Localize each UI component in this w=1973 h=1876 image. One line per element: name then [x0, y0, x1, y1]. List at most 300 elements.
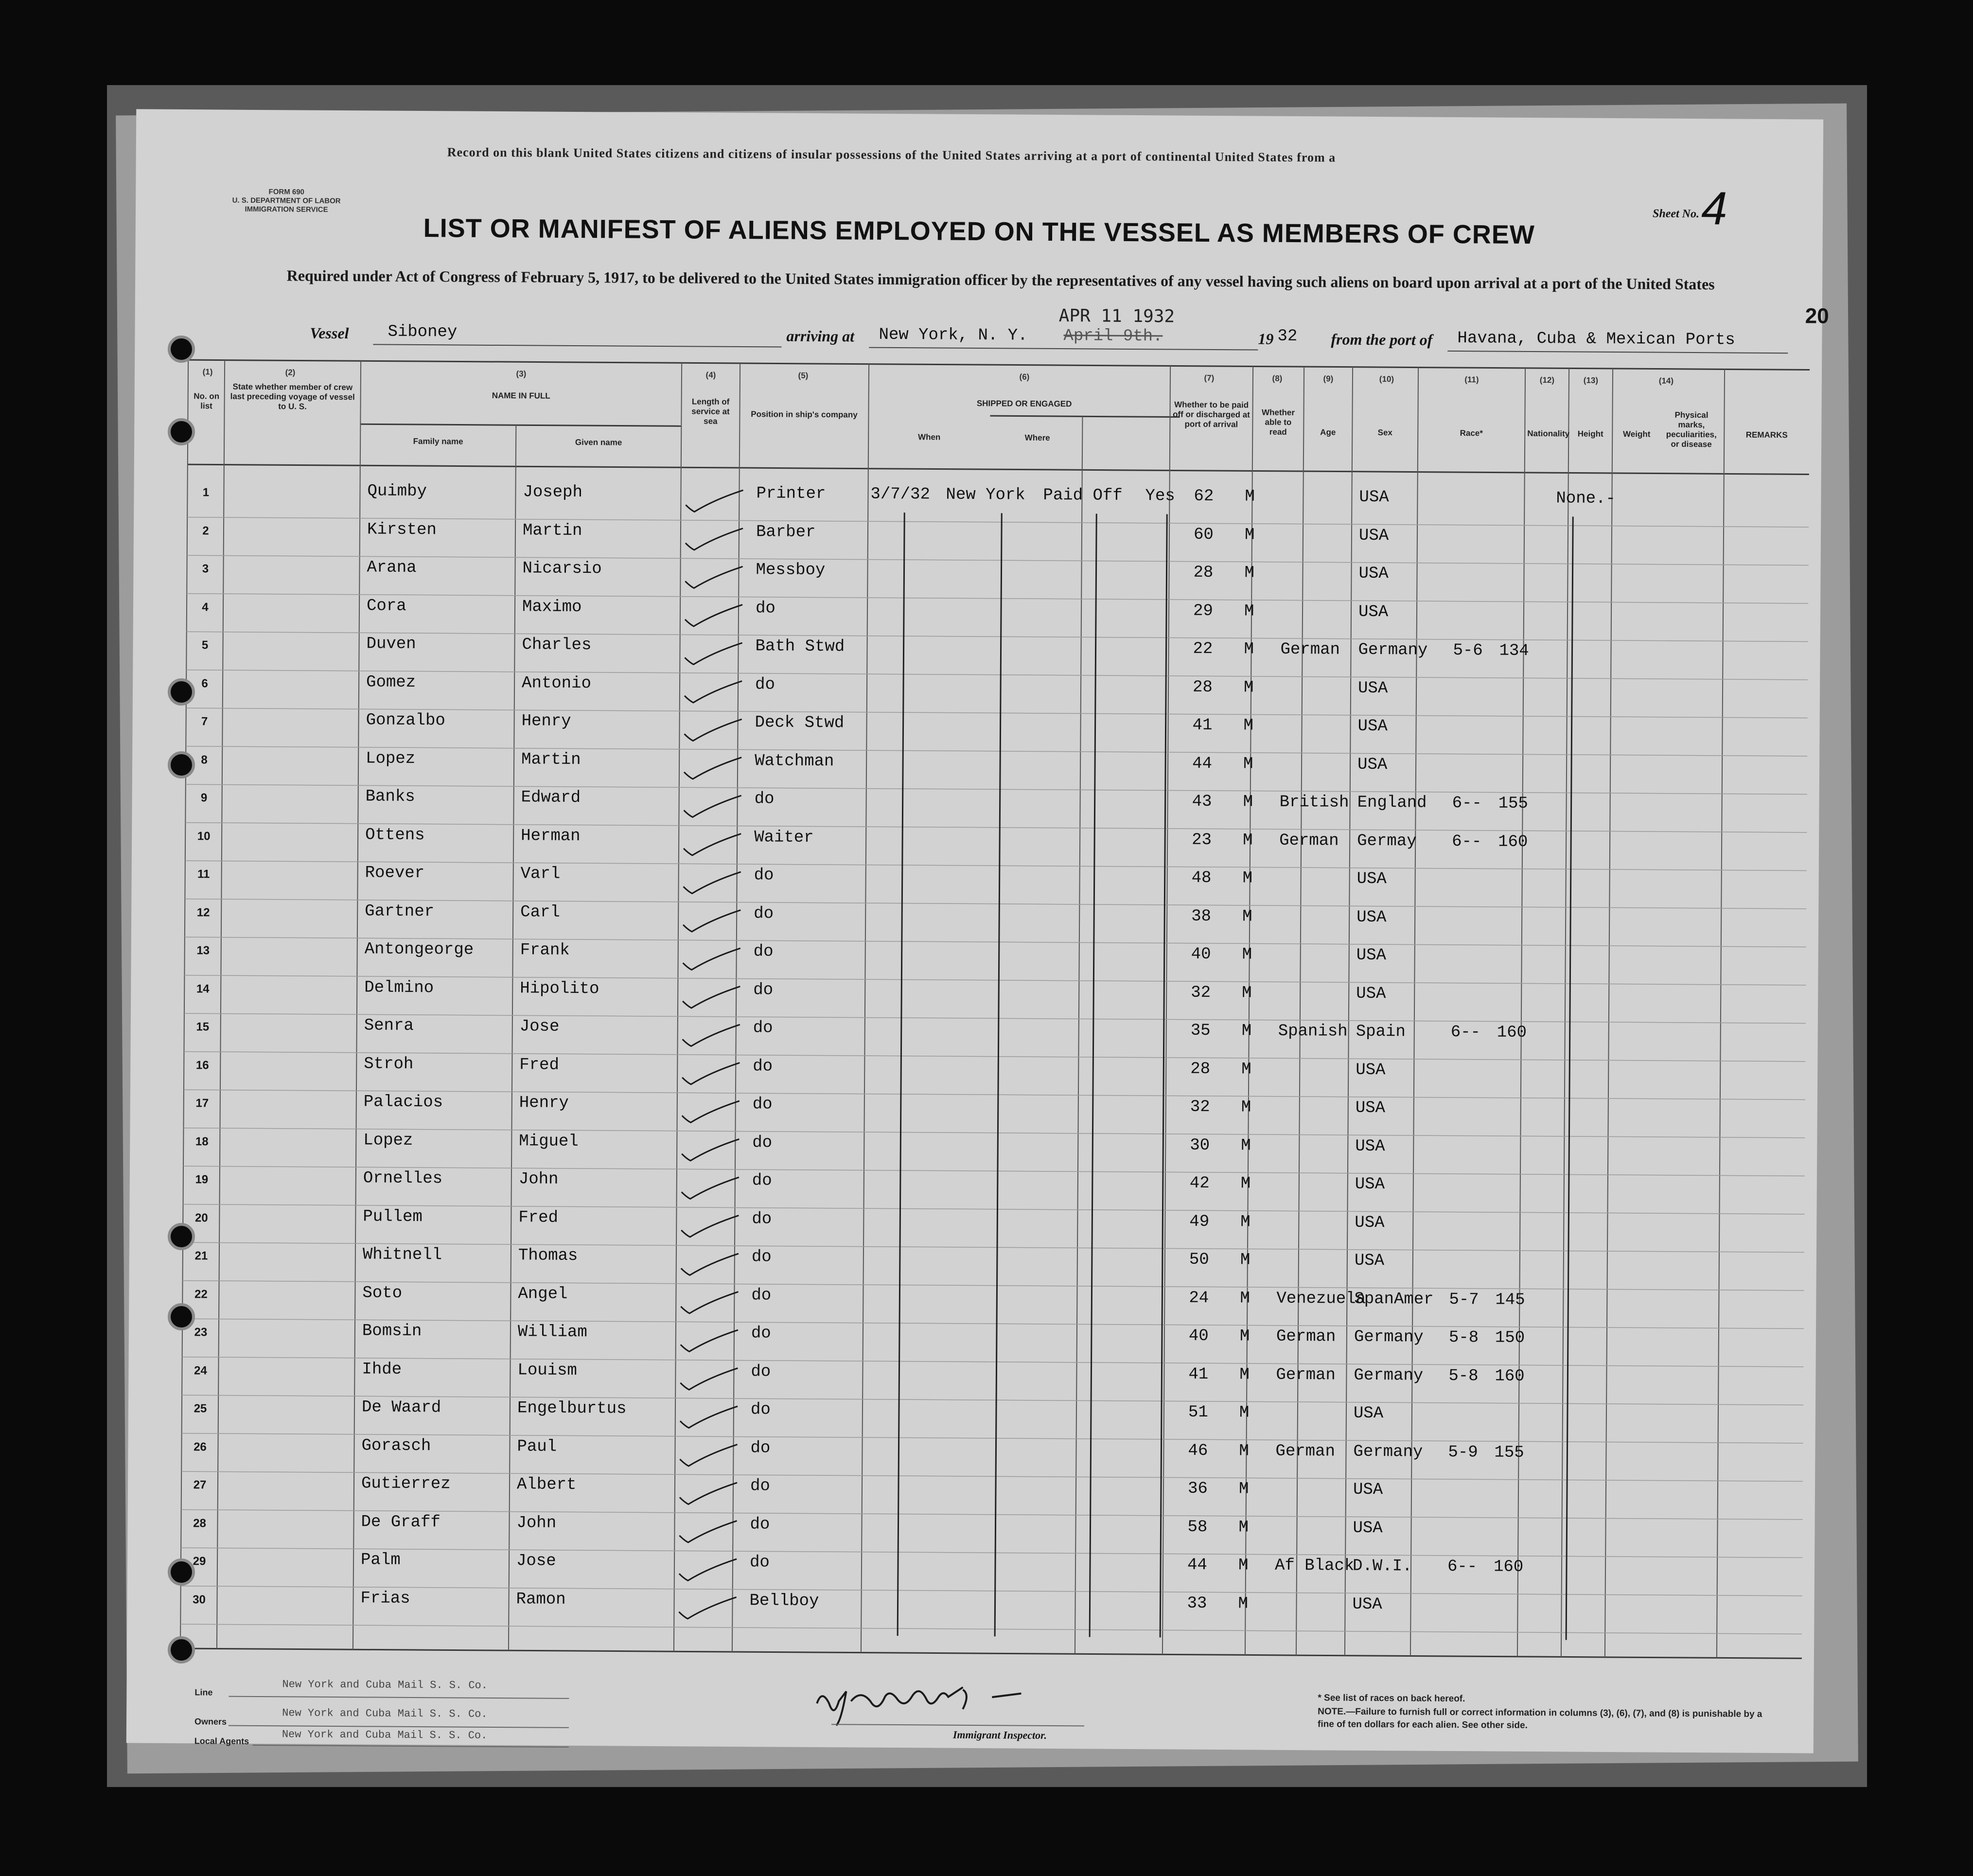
check-mark: [684, 719, 741, 741]
arriving-label: arriving at: [786, 327, 855, 345]
check-mark: [683, 1024, 740, 1046]
sex: M: [1241, 1136, 1251, 1155]
hdr-shipped: SHIPPED OR ENGAGED: [976, 399, 1072, 409]
col-num-3: (3): [516, 369, 527, 379]
age: 58: [1187, 1518, 1208, 1537]
family-name: Delmino: [364, 978, 434, 997]
binder-hole: [168, 1223, 195, 1250]
age: 35: [1190, 1021, 1211, 1040]
height: 5-9: [1448, 1443, 1478, 1462]
age: 22: [1193, 639, 1213, 658]
age: 43: [1192, 792, 1212, 811]
height: 6--: [1447, 1557, 1478, 1576]
race: Spanish: [1278, 1022, 1348, 1041]
given-name: Maximo: [522, 597, 582, 617]
given-name: Ramon: [516, 1590, 566, 1609]
family-name: Lopez: [363, 1131, 413, 1150]
nationality: USA: [1356, 869, 1387, 889]
row-number: 8: [201, 753, 208, 766]
given-name: Frank: [520, 941, 570, 960]
nationality: Spain: [1356, 1022, 1406, 1042]
position: Bath Stwd: [755, 637, 845, 656]
family-name: Whitnell: [362, 1245, 442, 1265]
age: 30: [1190, 1136, 1210, 1155]
sex: M: [1241, 1098, 1251, 1117]
vessel-label: Vessel: [310, 324, 349, 342]
age: 41: [1188, 1365, 1209, 1384]
row-number: 25: [194, 1402, 207, 1416]
sex: M: [1242, 907, 1252, 926]
family-name: Roever: [365, 864, 425, 883]
nationality: USA: [1357, 717, 1388, 736]
height: 5-8: [1448, 1328, 1479, 1347]
given-name: Fred: [518, 1208, 559, 1227]
nationality: SpanAmer: [1354, 1290, 1434, 1309]
nationality: USA: [1355, 1098, 1386, 1118]
row-rule: [184, 1052, 1805, 1062]
family-name: Gartner: [365, 902, 435, 921]
position: do: [753, 980, 774, 999]
struck-date: April 9th.: [1063, 327, 1163, 346]
row-rule: [185, 823, 1807, 832]
row-rule: [186, 670, 1808, 680]
col-num-9: (9): [1323, 374, 1334, 384]
check-mark: [682, 1100, 740, 1123]
given-name: Albert: [516, 1475, 577, 1495]
row-rule: [186, 784, 1807, 794]
family-name: Gonzalbo: [366, 711, 445, 730]
sex: M: [1239, 1403, 1250, 1422]
age: 38: [1191, 907, 1212, 926]
age: 42: [1189, 1174, 1210, 1193]
hdr-given-name: Given name: [575, 437, 622, 447]
col-num-10: (10): [1379, 374, 1394, 384]
nationality: Germany: [1354, 1327, 1424, 1347]
check-mark: [679, 1521, 737, 1543]
agents-label: Local Agents: [194, 1736, 249, 1746]
row-number: 16: [195, 1058, 209, 1072]
height: 6--: [1452, 794, 1482, 813]
position: do: [755, 599, 775, 618]
given-name: Edward: [521, 788, 581, 808]
age: 44: [1192, 754, 1213, 773]
row-rule: [182, 1319, 1804, 1328]
age: 50: [1189, 1250, 1209, 1269]
page-title: LIST OR MANIFEST OF ALIENS EMPLOYED ON THE VESSEL AS MEMBERS OF CREW: [423, 213, 1535, 250]
age: 32: [1190, 1097, 1210, 1116]
family-name: De Graff: [361, 1512, 440, 1532]
row-rule: [183, 1128, 1805, 1138]
weight: 160: [1495, 1367, 1525, 1386]
check-mark: [681, 1253, 739, 1275]
given-name: Jose: [516, 1552, 556, 1571]
nationality: USA: [1357, 755, 1388, 774]
row-number: 4: [202, 600, 209, 614]
race: German: [1280, 640, 1340, 659]
weight: 155: [1494, 1443, 1524, 1462]
binder-hole: [168, 751, 195, 779]
nationality: Germany: [1353, 1442, 1423, 1462]
row-number: 26: [194, 1440, 207, 1453]
position: do: [751, 1286, 772, 1305]
binder-hole: [168, 678, 195, 706]
age: 44: [1187, 1556, 1207, 1575]
row-number: 19: [195, 1173, 209, 1186]
age: 36: [1187, 1479, 1208, 1498]
race: Venezuela: [1276, 1289, 1366, 1309]
sex: M: [1241, 1060, 1251, 1079]
family-name: Stroh: [364, 1054, 414, 1074]
row-number: 2: [202, 524, 209, 537]
family-name: Ihde: [362, 1360, 402, 1379]
nationality: USA: [1355, 1175, 1385, 1194]
row-rule: [185, 861, 1807, 870]
check-mark: [685, 642, 742, 665]
given-name: Henry: [519, 1094, 569, 1113]
position: do: [752, 1095, 773, 1114]
row-number: 20: [194, 1211, 208, 1224]
check-mark: [679, 1558, 737, 1581]
family-name: Gorasch: [361, 1436, 431, 1455]
sex: M: [1243, 831, 1253, 850]
position: do: [751, 1324, 771, 1343]
sheet-label: Sheet No.: [1652, 207, 1700, 221]
row-number: 29: [193, 1555, 206, 1568]
given-name: Martin: [522, 521, 582, 540]
row-rule: [187, 632, 1808, 641]
weight: 134: [1499, 641, 1529, 660]
age: 32: [1191, 983, 1211, 1002]
sex: M: [1243, 716, 1254, 735]
check-mark: [686, 528, 743, 550]
line-label: Line: [194, 1687, 213, 1698]
row-number: 7: [201, 715, 208, 728]
sex: M: [1244, 640, 1254, 659]
family-name: Soto: [362, 1283, 403, 1303]
nationality: USA: [1356, 946, 1387, 965]
row-rule: [181, 1548, 1802, 1557]
given-name: Henry: [521, 712, 571, 731]
sex: M: [1239, 1441, 1250, 1460]
family-name: Palm: [360, 1551, 401, 1570]
given-name: Miguel: [519, 1132, 579, 1151]
hdr-state-whether: State whether member of crew last preceding voyage of vessel to U. S.: [230, 382, 355, 411]
given-name: Engelburtus: [517, 1399, 627, 1418]
given-name: Antonio: [521, 673, 592, 693]
hdr-able-read: Whether able to read: [1261, 407, 1295, 437]
position: Watchman: [755, 751, 834, 771]
race: German: [1279, 831, 1339, 850]
given-name: Jose: [519, 1017, 560, 1036]
form-department: U. S. DEPARTMENT OF LABOR: [232, 196, 341, 206]
race: German: [1276, 1327, 1336, 1346]
family-name: Senra: [364, 1016, 414, 1035]
given-name: Louism: [517, 1361, 578, 1380]
line-value: New York and Cuba Mail S. S. Co.: [282, 1678, 488, 1692]
table-grid: [126, 109, 1823, 1753]
hdr-paid-off: Whether to be paid off or discharged at port of arrival: [1173, 400, 1250, 429]
weight: 155: [1498, 794, 1528, 813]
given-name: Paul: [517, 1437, 557, 1456]
vessel-name: Siboney: [388, 322, 458, 342]
col-num-4: (4): [705, 370, 716, 380]
position: Waiter: [754, 828, 814, 847]
row-rule: [183, 1281, 1804, 1291]
check-mark: [684, 833, 741, 856]
agents-value: New York and Cuba Mail S. S. Co.: [282, 1728, 488, 1742]
given-name: Joseph: [523, 483, 583, 502]
row-number: 12: [196, 905, 210, 919]
race: German: [1276, 1365, 1336, 1385]
row-number: 22: [194, 1287, 208, 1301]
hdr-nationality: Nationality: [1527, 428, 1570, 439]
age: 48: [1191, 868, 1212, 887]
row-number: 28: [193, 1516, 206, 1530]
nationality: USA: [1353, 1404, 1384, 1423]
given-name: Nicarsio: [522, 559, 602, 579]
age: 33: [1187, 1594, 1207, 1613]
binder-hole: [168, 336, 195, 363]
row-number: 21: [194, 1249, 208, 1263]
height: 5-6: [1453, 641, 1483, 660]
sex: M: [1243, 754, 1253, 773]
check-mark: [681, 1292, 738, 1314]
race: German: [1275, 1442, 1336, 1461]
position: do: [750, 1515, 770, 1534]
nationality: USA: [1356, 908, 1387, 927]
nationality: Germay: [1357, 832, 1417, 851]
hdr-weight: Weight: [1623, 429, 1651, 439]
fine-note: NOTE.—Failure to furnish full or correct information in columns (3), (6), (7), and (8) is punishable by a fine of ten dollars for each alien. See other side.: [1317, 1706, 1762, 1731]
check-mark: [684, 795, 741, 817]
nationality: England: [1357, 793, 1427, 813]
row-rule: [187, 594, 1808, 603]
nationality: USA: [1356, 1061, 1386, 1080]
check-mark: [686, 490, 743, 512]
check-mark: [680, 1482, 737, 1504]
check-mark: [680, 1406, 738, 1428]
position: do: [752, 1133, 773, 1152]
row-number: 11: [197, 867, 210, 881]
form-service: IMMIGRATION SERVICE: [245, 205, 328, 214]
row-rule: [184, 1013, 1806, 1023]
given-name: Angel: [518, 1284, 568, 1304]
race: Af Black: [1274, 1556, 1355, 1575]
position: do: [750, 1438, 771, 1457]
sex: M: [1238, 1556, 1249, 1575]
hdr-position: Position in ship's company: [751, 409, 858, 420]
sex: M: [1240, 1212, 1251, 1231]
position: do: [750, 1400, 771, 1419]
check-mark: [683, 986, 740, 1009]
row-number: 17: [195, 1097, 209, 1110]
binder-hole: [168, 1636, 195, 1664]
nationality: USA: [1353, 1480, 1383, 1500]
age: 40: [1191, 945, 1211, 964]
nationality: Germany: [1354, 1366, 1424, 1385]
family-name: Duven: [366, 635, 416, 654]
given-name: Charles: [522, 636, 592, 655]
family-name: Antongeorge: [364, 940, 474, 959]
family-name: Ottens: [365, 825, 425, 845]
hdr-race: Race*: [1460, 428, 1483, 438]
year-prefix: 19: [1258, 330, 1274, 348]
given-name: Martin: [521, 750, 581, 769]
check-mark: [679, 1597, 736, 1619]
age: 62: [1194, 487, 1214, 506]
position: do: [754, 904, 774, 923]
given-name: Hipolito: [520, 979, 599, 998]
weight: 160: [1497, 1023, 1527, 1042]
position: Barber: [756, 522, 816, 542]
sex: M: [1242, 983, 1252, 1002]
position: do: [753, 942, 774, 961]
row-number: 18: [195, 1134, 209, 1148]
family-name: Palacios: [363, 1093, 443, 1112]
shipped-where: New York: [946, 485, 1025, 505]
sex: M: [1238, 1518, 1249, 1537]
position: do: [752, 1209, 772, 1228]
sex: M: [1242, 945, 1252, 964]
family-name: Ornelles: [363, 1169, 443, 1188]
age: 51: [1188, 1403, 1208, 1422]
check-mark: [684, 757, 741, 779]
family-name: Frias: [360, 1589, 410, 1608]
sex: M: [1240, 1174, 1251, 1193]
check-mark: [685, 566, 742, 588]
hdr-sex: Sex: [1377, 428, 1392, 438]
age: 60: [1193, 525, 1214, 544]
given-name: John: [516, 1513, 557, 1533]
sex: M: [1241, 1022, 1252, 1041]
sex: M: [1245, 487, 1255, 506]
row-number: 6: [201, 676, 208, 690]
family-name: Quimby: [367, 482, 427, 501]
family-name: Bomsin: [362, 1322, 422, 1341]
sex: M: [1244, 602, 1254, 620]
nationality: USA: [1355, 1213, 1385, 1232]
check-mark: [681, 1215, 739, 1238]
row-number: 30: [193, 1593, 206, 1606]
position: do: [753, 1019, 773, 1038]
position: Bellboy: [749, 1591, 819, 1611]
position: do: [754, 790, 775, 809]
check-mark: [683, 871, 740, 894]
weight: 160: [1498, 832, 1528, 851]
family-name: Cora: [366, 596, 406, 616]
col-num-7: (7): [1204, 373, 1215, 383]
row-number: 24: [194, 1363, 207, 1377]
family-name: Gomez: [366, 673, 416, 692]
family-name: De Waard: [361, 1398, 441, 1417]
row-rule: [183, 1204, 1805, 1214]
from-port: Havana, Cuba & Mexican Ports: [1457, 329, 1735, 350]
age: 28: [1192, 678, 1213, 697]
nationality: USA: [1359, 488, 1389, 507]
hdr-name-in-full: NAME IN FULL: [492, 390, 550, 401]
sex: M: [1240, 1251, 1251, 1270]
family-name: Lopez: [366, 749, 416, 768]
position: do: [749, 1553, 770, 1572]
check-mark: [685, 604, 742, 627]
row-number: 9: [200, 791, 208, 805]
row-number: 14: [196, 982, 210, 995]
age: 28: [1190, 1060, 1211, 1079]
hdr-physical: Physical marks, peculiarities, or disease: [1666, 410, 1717, 449]
check-mark: [682, 1062, 740, 1085]
family-name: Gutierrez: [361, 1474, 451, 1494]
family-name: Arana: [367, 558, 417, 577]
binder-hole: [168, 418, 195, 445]
weight: 145: [1495, 1291, 1525, 1310]
age: 41: [1192, 716, 1213, 735]
height: 6--: [1450, 1023, 1481, 1042]
inspector-label: Immigrant Inspector.: [952, 1728, 1047, 1741]
sex: M: [1244, 564, 1255, 583]
col-num-6: (6): [1019, 372, 1030, 382]
hdr-where: Where: [1024, 433, 1050, 442]
check-mark: [683, 910, 740, 932]
race-note: * See list of races on back hereof.: [1318, 1693, 1465, 1704]
row-rule: [186, 746, 1807, 756]
sex: M: [1240, 1289, 1250, 1308]
row-number: 5: [201, 638, 209, 652]
col-num-12: (12): [1539, 375, 1555, 385]
nationality: USA: [1358, 602, 1389, 621]
nationality: USA: [1358, 526, 1389, 545]
check-mark: [681, 1329, 738, 1352]
form-number: FORM 690: [268, 188, 304, 196]
check-mark: [685, 681, 742, 703]
physical-marks: None.-: [1556, 489, 1616, 509]
sex: M: [1243, 678, 1254, 697]
row-number: 13: [196, 944, 210, 957]
col-num-11: (11): [1464, 375, 1479, 385]
family-name: Kirsten: [367, 520, 437, 539]
corner-number: 20: [1805, 304, 1829, 328]
page-subtitle: Required under Act of Congress of February 5, 1917, to be delivered to the United States immigration officer by the representatives of any vessel having such aliens on board upon arrival at a port of the United States: [286, 266, 1715, 293]
binder-hole: [168, 1303, 195, 1330]
row-number: 15: [196, 1020, 210, 1034]
row-rule: [181, 1586, 1802, 1596]
hdr-height: Height: [1577, 429, 1603, 439]
nationality: D.W.I.: [1352, 1557, 1412, 1576]
position: Messboy: [756, 561, 826, 580]
year-suffix: 32: [1277, 327, 1298, 346]
given-name: William: [517, 1323, 587, 1342]
sex: M: [1239, 1365, 1250, 1384]
sex: M: [1244, 525, 1255, 544]
given-name: John: [518, 1170, 559, 1189]
paid-off: Paid Off: [1043, 486, 1123, 505]
able-to-read: Yes: [1145, 487, 1175, 506]
row-number: 10: [197, 829, 211, 843]
height: 5-7: [1449, 1290, 1479, 1309]
sheet-number: 4: [1701, 182, 1727, 235]
position: Deck Stwd: [755, 713, 845, 733]
age: 23: [1192, 831, 1212, 850]
sex: M: [1242, 869, 1253, 888]
nationality: USA: [1354, 1251, 1385, 1271]
sex: M: [1238, 1594, 1249, 1613]
nationality: USA: [1353, 1519, 1383, 1538]
position: do: [752, 1171, 772, 1190]
hdr-family-name: Family name: [413, 436, 463, 446]
row-number: 27: [193, 1478, 207, 1492]
position: Printer: [756, 484, 826, 504]
nationality: USA: [1355, 1137, 1385, 1156]
check-mark: [682, 1139, 739, 1161]
